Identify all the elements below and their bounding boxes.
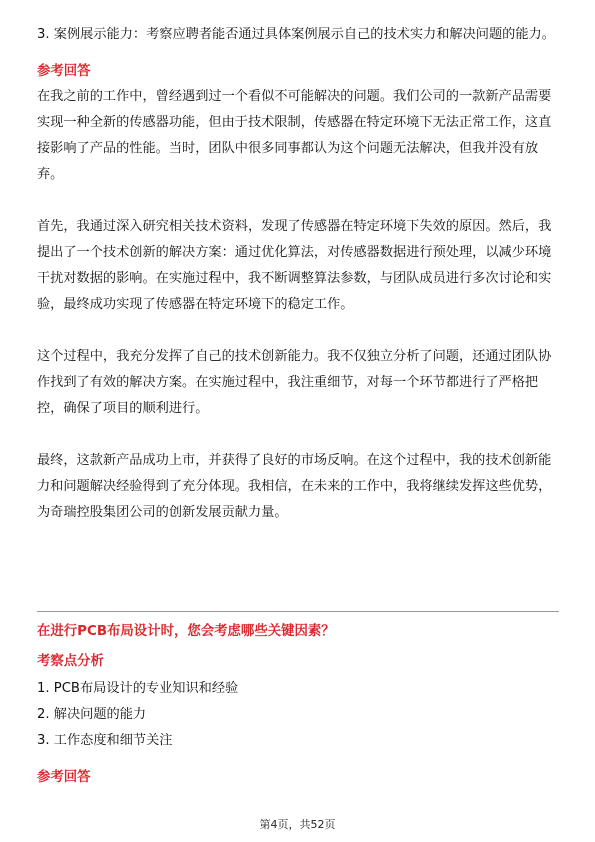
answer-label: 参考回答	[37, 64, 91, 79]
assessment-item-3: 3. 案例展示能力：考察应聘者能否通过具体案例展示自己的技术实力和解决问题的能力。	[37, 27, 555, 42]
analysis-point-1: 1. PCB布局设计的专业知识和经验	[37, 681, 239, 696]
answer-label-next: 参考回答	[37, 770, 91, 785]
answer-paragraph-1: 在我之前的工作中，曾经遇到过一个看似不可能解决的问题。我们公司的一款新产品需要实现一种全新的传感器功能，但由于技术限制，传感器在特定环境下无法正常工作，这直接影响了产品的性能。当时，团队中很多同事都认为这个问题无法解决，但我并没有放弃。	[37, 89, 552, 182]
page-number: 第4页，共52页	[259, 818, 336, 831]
analysis-label: 考察点分析	[37, 654, 104, 669]
analysis-point-2: 2. 解决问题的能力	[37, 707, 147, 722]
page-content	[37, 22, 559, 526]
answer-paragraph-2: 首先，我通过深入研究相关技术资料，发现了传感器在特定环境下失效的原因。然后，我提出了一个技术创新的解决方案：通过优化算法，对传感器数据进行预处理，以减少环境干扰对数据的影响。在实施过程中，我不断调整算法参数，与团队成员进行多次讨论和实验，最终成功实现了传感器在特定环境下的稳定工作。	[37, 219, 552, 312]
answer-paragraph-4: 最终，这款新产品成功上市，并获得了良好的市场反响。在这个过程中，我的技术创新能力和问题解决经验得到了充分体现。我相信，在未来的工作中，我将继续发挥这些优势，为奇瑞控股集团公司的创新发展贡献力量。	[37, 453, 552, 520]
analysis-point-3: 3. 工作态度和细节关注	[37, 733, 173, 748]
answer-paragraph-3: 这个过程中，我充分发挥了自己的技术创新能力。我不仅独立分析了问题，还通过团队协作找到了有效的解决方案。在实施过程中，我注重细节，对每一个环节都进行了严格把控，确保了项目的顺利进行。	[37, 349, 552, 416]
next-question-section	[37, 622, 559, 788]
question-title: 在进行PCB布局设计时，您会考虑哪些关键因素？	[37, 624, 335, 639]
section-divider	[37, 611, 559, 612]
